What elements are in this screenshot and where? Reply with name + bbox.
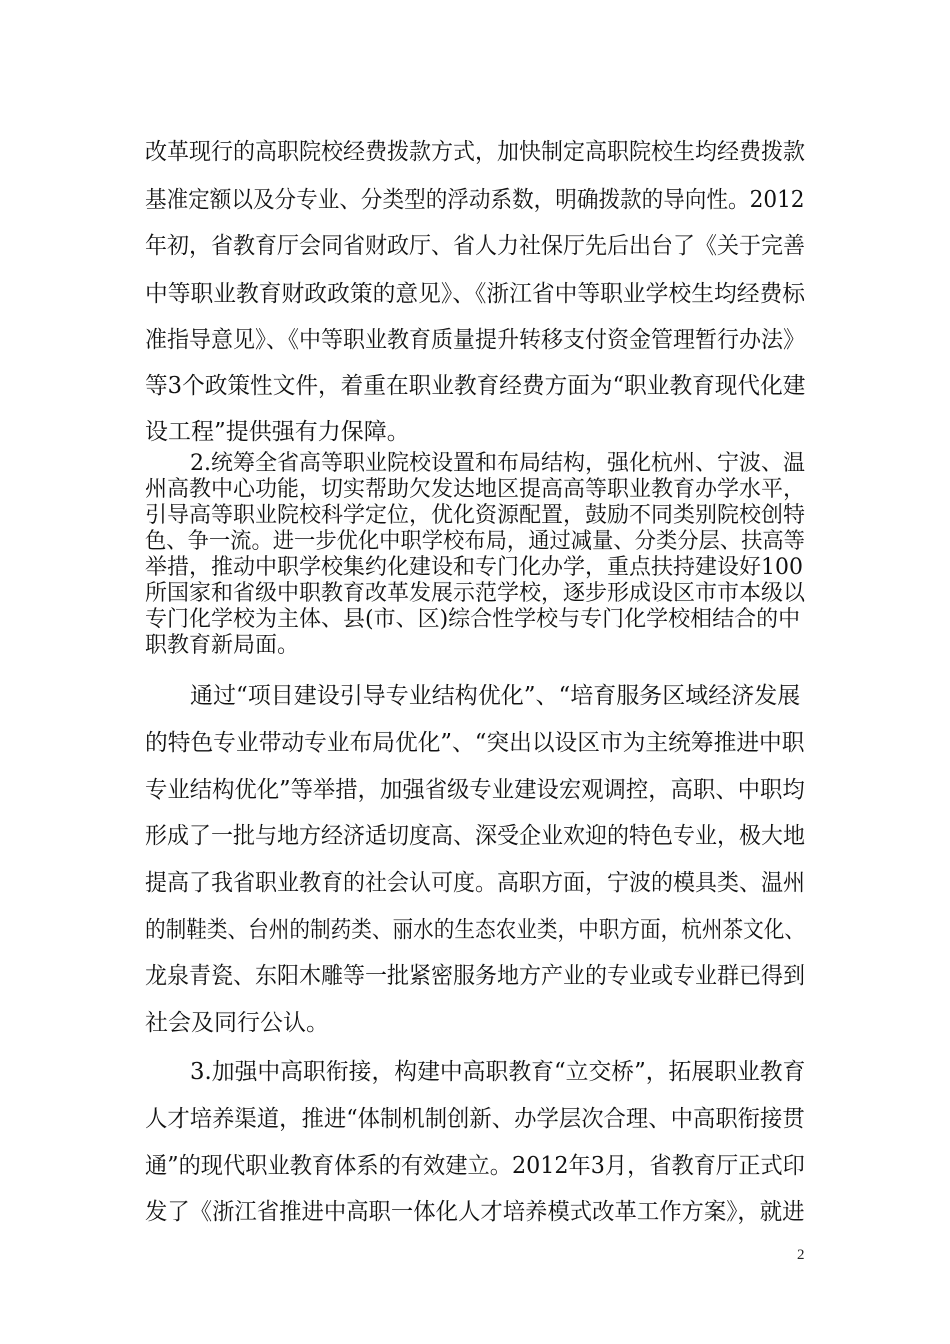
text-line: 年初，省教育厅会同省财政厅、省人力社保厅先后出台了《关于完善: [145, 233, 805, 259]
text-line: 准指导意见》、《中等职业教育质量提升转移支付资金管理暂行办法》: [145, 327, 805, 353]
text-line: 社会及同行公认。: [145, 1010, 329, 1036]
text-line: 州高教中心功能，切实帮助欠发达地区提高高等职业教育办学水平，: [145, 477, 806, 502]
text-line: 形成了一批与地方经济适切度高、深受企业欢迎的特色专业，极大地: [145, 823, 805, 849]
text-line: 举措，推动中职学校集约化建设和专门化办学，重点扶持建设好100: [145, 555, 803, 580]
text-line: 中等职业教育财政政策的意见》、《浙江省中等职业学校生均经费标: [145, 281, 805, 307]
text-line: 引导高等职业院校科学定位，优化资源配置，鼓励不同类别院校创特: [145, 503, 806, 528]
text-line: 基准定额以及分专业、分类型的浮动系数，明确拨款的导向性。2012: [145, 187, 805, 213]
text-line: 所国家和省级中职教育改革发展示范学校，逐步形成设区市市本级以: [145, 581, 806, 606]
text-line: 通过“项目建设引导专业结构优化”、“培育服务区域经济发展: [190, 683, 801, 709]
text-line: 2.统筹全省高等职业院校设置和布局结构，强化杭州、宁波、温: [190, 451, 805, 476]
text-line: 专业结构优化”等举措，加强省级专业建设宏观调控，高职、中职均: [145, 777, 805, 803]
text-line: 改革现行的高职院校经费拨款方式，加快制定高职院校生均经费拨款: [145, 139, 805, 165]
text-line: 提高了我省职业教育的社会认可度。高职方面，宁波的模具类、温州: [145, 870, 805, 896]
text-line: 职教育新局面。: [145, 633, 300, 658]
page-number: 2: [797, 1247, 805, 1263]
text-line: 等3个政策性文件，着重在职业教育经费方面为“职业教育现代化建: [145, 373, 806, 399]
text-line: 龙泉青瓷、东阳木雕等一批紧密服务地方产业的专业或专业群已得到: [145, 963, 805, 989]
text-line: 设工程”提供强有力保障。: [145, 419, 410, 445]
text-line: 色、争一流。进一步优化中职学校布局，通过减量、分类分层、扶高等: [145, 529, 805, 554]
text-line: 3.加强中高职衔接，构建中高职教育“立交桥”，拓展职业教育: [190, 1059, 806, 1085]
text-line: 通”的现代职业教育体系的有效建立。2012年3月，省教育厅正式印: [145, 1153, 805, 1179]
text-line: 的制鞋类、台州的制药类、丽水的生态农业类，中职方面，杭州茶文化、: [145, 917, 805, 943]
text-line: 专门化学校为主体、县(市、区)综合性学校与专门化学校相结合的中: [145, 607, 801, 632]
text-line: 人才培养渠道，推进“体制机制创新、办学层次合理、中高职衔接贯: [145, 1106, 805, 1132]
text-line: 发了《浙江省推进中高职一体化人才培养模式改革工作方案》，就进: [145, 1199, 805, 1225]
text-line: 的特色专业带动专业布局优化”、“突出以设区市为主统筹推进中职: [145, 730, 805, 756]
